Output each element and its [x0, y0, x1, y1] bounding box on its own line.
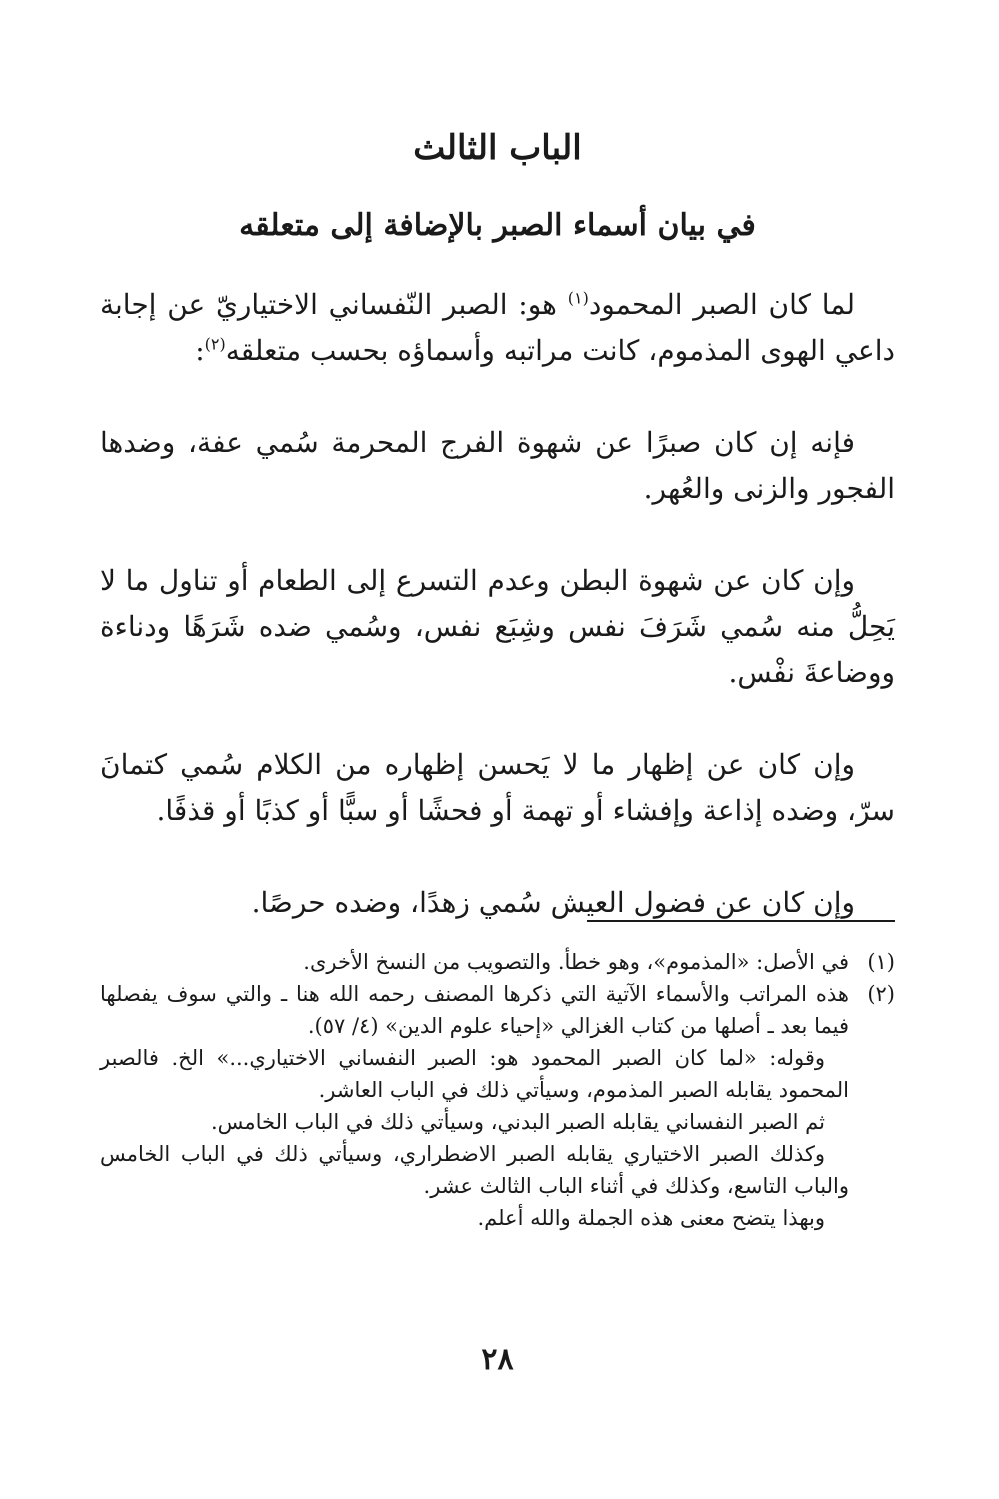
footnote-2-line-4: وكذلك الصبر الاختياري يقابله الصبر الاضطراري، وسيأتي ذلك في الباب الخامس والباب التاسع، وكذلك في أثناء الباب الثالث عشر. [100, 1142, 849, 1198]
paragraph-asceticism: وإن كان عن فضول العيش سُمي زهدًا، وضده حرصًا. [251, 886, 855, 919]
paragraph-chastity: فإنه إن كان صبرًا عن شهوة الفرج المحرمة سُمي عفة، وضدها الفجور والزنى والعُهر. [100, 426, 895, 505]
paragraph-speech: وإن كان عن إظهار ما لا يَحسن إظهاره من الكلام سُمي كتمانَ سرّ، وضده إذاعة وإفشاء أو تهمة أو فحشًا أو سبًّا أو كذبًا أو قذفًا. [100, 748, 895, 827]
chapter-title: الباب الثالث [413, 128, 582, 168]
footnote-2-line-2: وقوله: «لما كان الصبر المحمود هو: الصبر النفساني الاختياري...» الخ. فالصبر المحمود يقابله الصبر المذموم، وسيأتي ذلك في الباب العاشر. [100, 1046, 849, 1102]
paragraph-appetite: وإن كان عن شهوة البطن وعدم التسرع إلى الطعام أو تناول ما لا يَحِلُّ منه سُمي شَرَفَ نفس وشِبَع نفس، وسُمي ضده شَرَهًا ودناءة ووضاعةَ نفْس. [100, 564, 895, 689]
footnote-2-line-5: وبهذا يتضح معنى هذه الجملة والله أعلم. [477, 1206, 825, 1230]
paragraph-intro-end: : [195, 334, 205, 367]
paragraph-intro [100, 282, 895, 374]
footnote-1 [100, 946, 895, 978]
paragraph-intro-start: لما كان الصبر المحمود [588, 288, 856, 321]
footnote-1-text: في الأصل: «المذموم»، وهو خطأ. والتصويب من النسخ الأخرى. [303, 950, 849, 974]
page-number: ٢٨ [481, 1342, 514, 1377]
footnotes [100, 946, 895, 1234]
footnote-2-line-3: ثم الصبر النفساني يقابله الصبر البدني، وسيأتي ذلك في الباب الخامس. [210, 1110, 825, 1134]
footnote-1-number: (١) [867, 950, 895, 974]
chapter-subtitle: في بيان أسماء الصبر بالإضافة إلى متعلقه [239, 208, 756, 243]
main-text [100, 282, 895, 926]
footnote-2-number: (٢) [867, 982, 895, 1006]
footnote-2 [100, 978, 895, 1234]
paragraph-intro-middle: هو: الصبر النّفساني الاختياريّ عن إجابة داعي الهوى المذموم، كانت مراتبه وأسماؤه بحسب متعلقه [100, 288, 895, 367]
footnote-2-line-1: هذه المراتب والأسماء الآتية التي ذكرها المصنف رحمه الله هنا ـ والتي سوف يفصلها فيما بعد ـ أصلها من كتاب الغزالي «إحياء علوم الدين» (٤/ ٥٧). [100, 982, 849, 1038]
book-page [100, 0, 895, 1499]
footnote-ref-1: (١) [567, 288, 589, 308]
footnote-separator [587, 920, 895, 922]
footnote-ref-2: (٢) [204, 334, 226, 354]
